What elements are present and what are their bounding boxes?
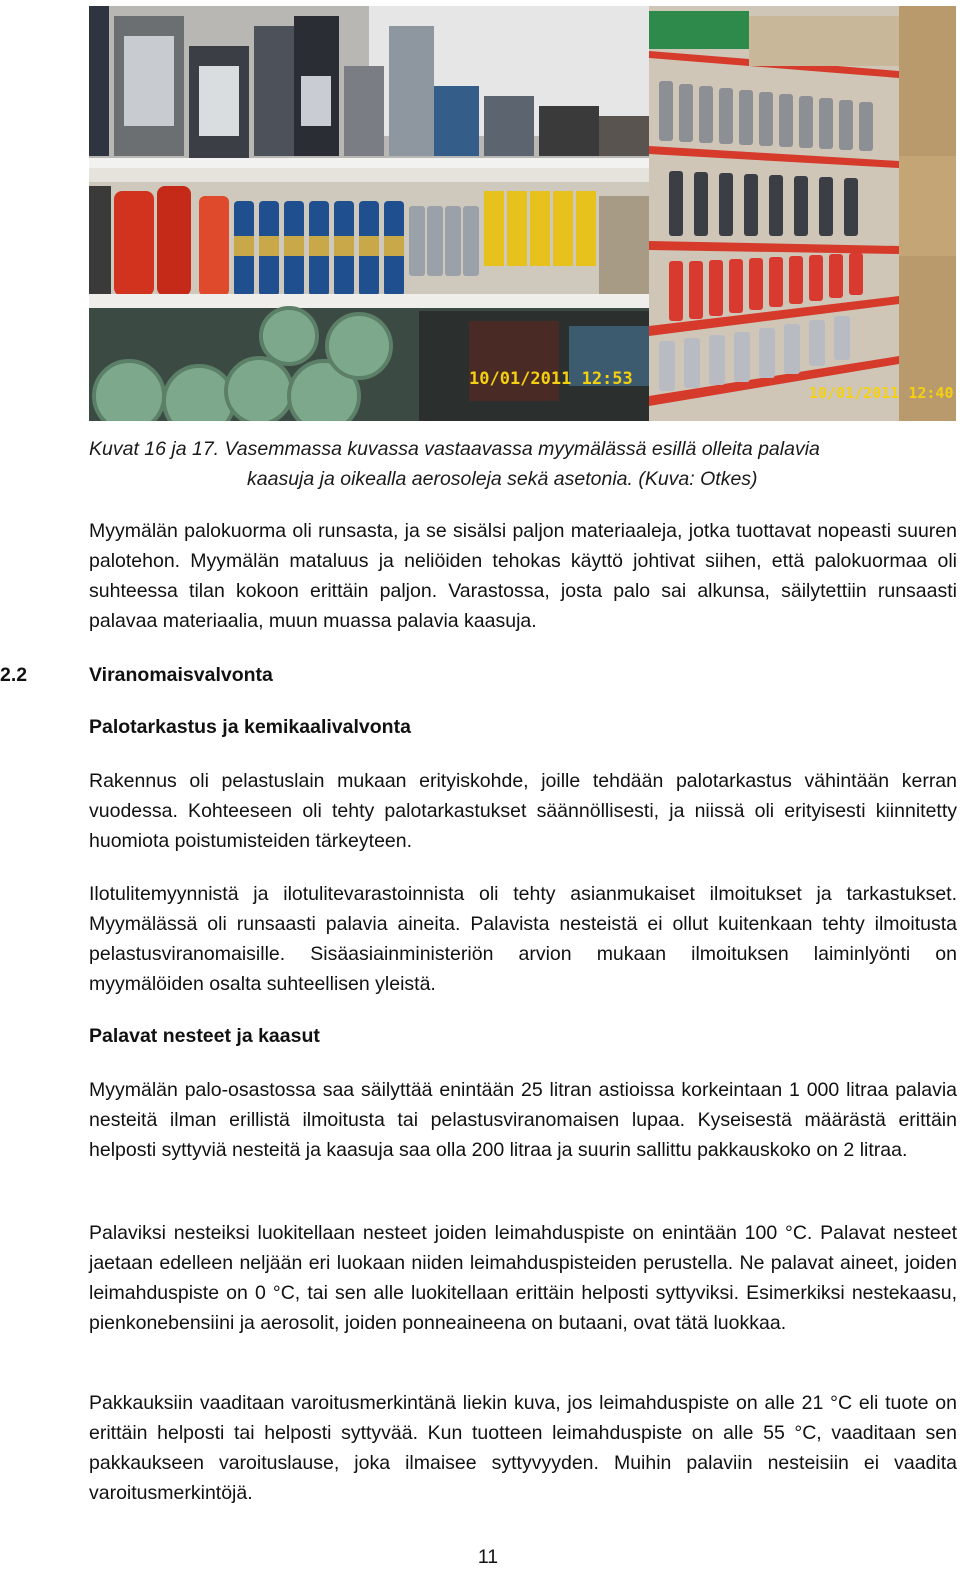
photo-aerosol-shelf bbox=[649, 6, 956, 421]
figure-caption bbox=[89, 434, 957, 494]
paragraph-inspection: Rakennus oli pelastuslain mukaan erityiskohde, joille tehdään palotarkastus vähintään kerran vuodessa. Kohteeseen oli tehty palotarkastukset säännöllisesti, ja niissä oli erityisesti kiinnitetty huomiota poistumisteiden tärkeyteen. bbox=[89, 770, 957, 852]
page-number: 11 bbox=[477, 1546, 499, 1568]
photo-left-timestamp: 10/01/2011 12:53 bbox=[469, 369, 633, 389]
paragraph-fireworks: Ilotulitemyynnistä ja ilotulitevarastoinnista oli tehty asianmukaiset ilmoitukset ja tarkastukset. Myymälässä oli runsaasti palavia aineita. Palavista nesteistä ei ollut kuitenkaan tehty ilmoitusta pelastusviranomaisille. Sisäasiainministeriön arvion mukaan ilmoituksen laiminlyönti on myymälöiden osalta suhteellisen yleistä. bbox=[89, 883, 957, 995]
section-heading bbox=[0, 660, 273, 690]
photo-left-illustration bbox=[89, 6, 649, 421]
photo-right-illustration bbox=[649, 6, 956, 421]
subheading-fire-inspection: Palotarkastus ja kemikaalivalvonta bbox=[89, 716, 411, 738]
caption-line-1: Kuvat 16 ja 17. Vasemmassa kuvassa vastaavassa myymälässä esillä olleita palavia bbox=[89, 438, 820, 460]
paragraph-fire-load: Myymälän palokuorma oli runsasta, ja se sisälsi paljon materiaaleja, jotka tuottavat nopeasti suuren palotehon. Myymälän mataluus ja neliöiden tehokas käyttö johtivat siihen, että palokuormaa oli suhteessa tilan kokoon erittäin paljon. Varastossa, josta palo sai alkunsa, säilytettiin runsaasti palavaa materiaalia, muun muassa palavia kaasuja. bbox=[89, 520, 957, 632]
subheading-flammable-liquids: Palavat nesteet ja kaasut bbox=[89, 1025, 320, 1047]
section-number: 2.2 bbox=[0, 664, 28, 686]
caption-line-2: kaasuja ja oikealla aerosoleja sekä asetonia. (Kuva: Otkes) bbox=[247, 468, 758, 490]
photo-right-timestamp: 10/01/2011 12:40 bbox=[809, 384, 954, 402]
paragraph-warning-labels: Pakkauksiin vaaditaan varoitusmerkintänä liekin kuva, jos leimahduspiste on alle 21 °C eli tuote on erittäin helposti tai helposti syttyvää. Kun tuotteen leimahduspiste on alle 55 °C, vaaditaan sen pakkaukseen varoituslause, joka ilmaisee syttyvyyden. Muihin palaviin nesteisiin ei vaadita varoitusmerkintöjä. bbox=[89, 1392, 957, 1504]
section-title: Viranomaisvalvonta bbox=[89, 664, 273, 686]
paragraph-classification: Palaviksi nesteiksi luokitellaan nesteet joiden leimahduspiste on enintään 100 °C. Palavat nesteet jaetaan edelleen neljään eri luokaan niiden leimahduspisteiden perustella. Ne palavat aineet, joiden leimahduspiste on 0 °C, tai sen alle luokitellaan erittäin helposti syttyviksi. Esimerkiksi nestekaasu, pienkonebensiini ja aerosolit, joiden ponneaineena on butaani, ovat tätä luokkaa. bbox=[89, 1222, 957, 1334]
photo-gas-canisters-shelf bbox=[89, 6, 649, 421]
paragraph-storage-limits: Myymälän palo-osastossa saa säilyttää enintään 25 litran astioissa korkeintaan 1 000 litraa palavia nesteitä ilman erillistä ilmoitusta tai pelastusviranomaisen lupaa. Kyseisestä määrästä erittäin helposti syttyviä nesteitä ja kaasuja saa olla 200 litraa ja suurin sallittu pakkauskoko on 2 litraa. bbox=[89, 1079, 957, 1161]
